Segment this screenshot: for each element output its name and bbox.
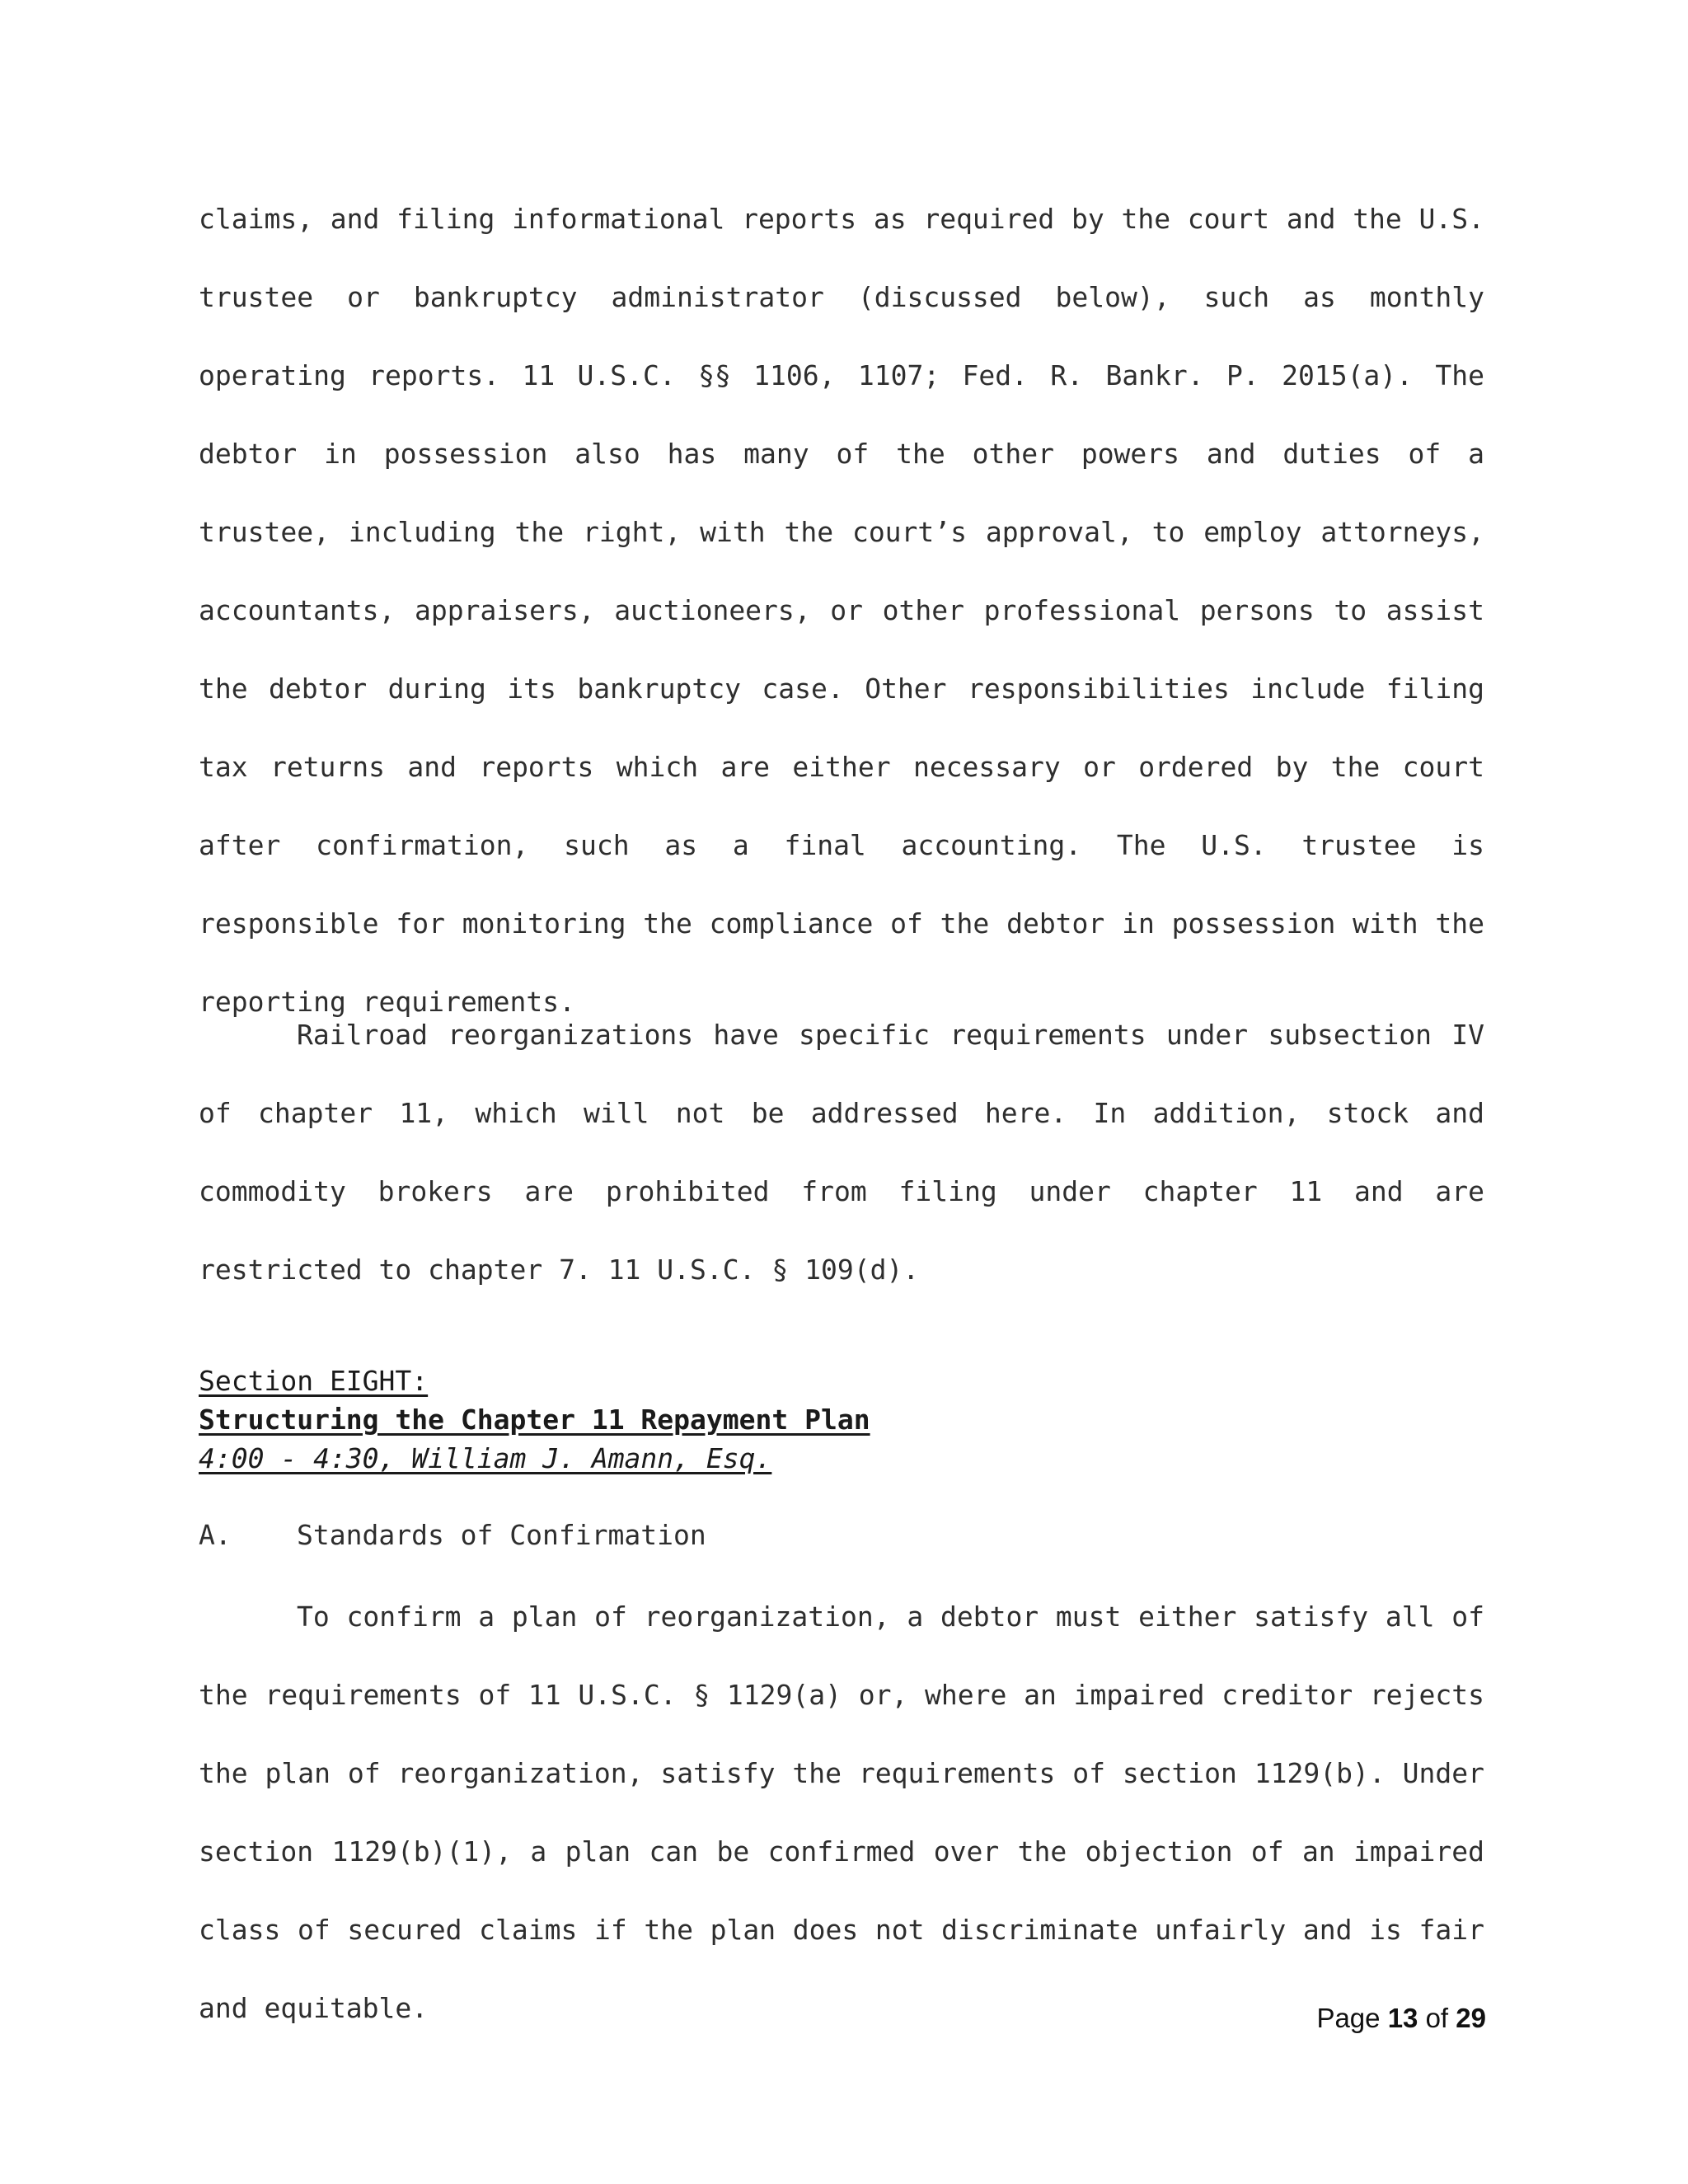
footer-of-word: of [1425, 2003, 1449, 2033]
subheading-title: Standards of Confirmation [297, 1519, 706, 1551]
subheading-letter: A. [199, 1519, 232, 1551]
section-title-line [199, 1400, 1484, 1439]
page-footer [1316, 2003, 1486, 2034]
footer-page-word: Page [1316, 2003, 1381, 2033]
body-paragraph-1-container [199, 180, 1484, 1041]
body-paragraph-1: claims, and filing informational reports as required by the court and the U.S. trustee or bankruptcy administrator (discussed below), such as monthly operating reports. 11 U.S.C. §§ 1106, 1107; Fed. R. Bankr. P. 2015(a). The debtor in possession also has many of the other powers and duties of a trustee, including the right, with the court’s approval, to employ attorneys, accountants, appraisers, auctioneers, or other professional persons to assist the debtor during its bankruptcy case. Other responsibilities include filing tax returns and reports which are either necessary or ordered by the court after confirmation, such as a final accounting. The U.S. trustee is responsible for monitoring the compliance of the debtor in possession with the reporting requirements. [199, 203, 1484, 1018]
body-paragraph-2: Railroad reorganizations have specific requirements under subsection IV of chapter 11, which will not be addressed here. In addition, stock and commodity brokers are prohibited from filing under chapter 11 and are restricted to chapter 7. 11 U.S.C. § 109(d). [199, 1019, 1484, 1286]
body-paragraph-3-container [199, 1577, 1484, 2047]
body-paragraph-2-container [199, 996, 1484, 1309]
section-label-line [199, 1361, 1484, 1400]
section-time-speaker: 4:00 - 4:30, William J. Amann, Esq. [199, 1442, 772, 1474]
section-time-speaker-line [199, 1439, 1484, 1478]
subheading [199, 1516, 706, 1554]
section-heading [199, 1361, 1484, 1478]
body-paragraph-3: To confirm a plan of reorganization, a debtor must either satisfy all of the requirements of 11 U.S.C. § 1129(a) or, where an impaired creditor rejects the plan of reorganization, satisfy the requirements of section 1129(b). Under section 1129(b)(1), a plan can be confirmed over the objection of an impaired class of secured claims if the plan does not discriminate unfairly and is fair and equitable. [199, 1601, 1484, 2024]
footer-page-total: 29 [1456, 2003, 1486, 2033]
section-label: Section EIGHT: [199, 1365, 429, 1397]
section-title: Structuring the Chapter 11 Repayment Plan [199, 1404, 870, 1436]
footer-page-number: 13 [1387, 2003, 1418, 2033]
